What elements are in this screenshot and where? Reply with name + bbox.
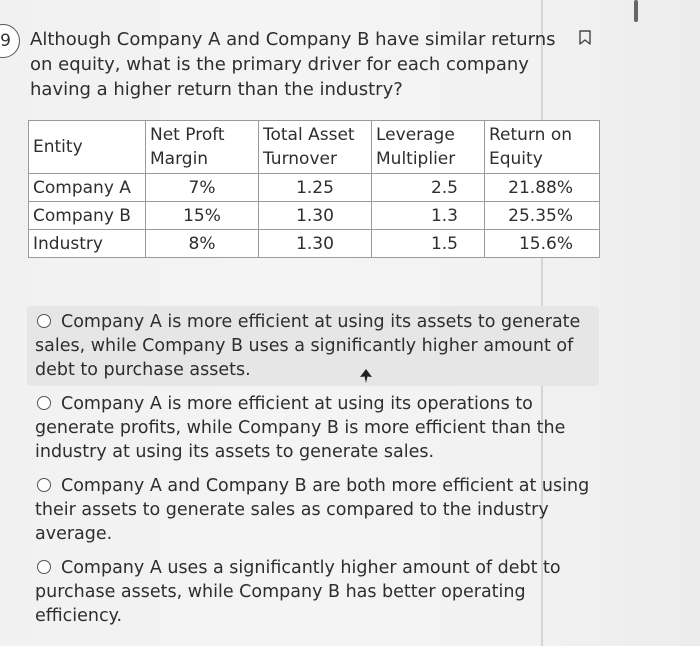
cell-npm: 7% (146, 174, 259, 202)
cell-entity: Company A (29, 174, 146, 202)
question-text: Although Company A and Company B have similar returns on equity, what is the primary driver for each company having a higher return than the industry? (30, 29, 556, 100)
question-number-badge (0, 24, 20, 58)
answer-options (27, 306, 599, 634)
cell-tat: 1.30 (259, 230, 372, 258)
radio-button[interactable] (37, 560, 51, 574)
answer-option-4[interactable] (27, 552, 599, 632)
header-leverage-multiplier: Leverage Multiplier (372, 121, 485, 174)
cell-npm: 15% (146, 202, 259, 230)
cursor-arrow-icon (360, 368, 374, 384)
cell-roe: 25.35% (485, 202, 600, 230)
radio-button[interactable] (37, 396, 51, 410)
cell-lev: 2.5 (372, 174, 485, 202)
header-return-on-equity: Return on Equity (485, 121, 600, 174)
answer-option-1[interactable] (27, 306, 599, 386)
option-label: Company A is more efficient at using its operations to generate profits, while Company B is more efficient than the industry at using its assets to generate sales. (35, 394, 566, 462)
answer-option-2[interactable] (27, 388, 599, 468)
table-row (29, 230, 600, 258)
radio-button[interactable] (37, 478, 51, 492)
answer-option-3[interactable] (27, 470, 599, 550)
cell-lev: 1.5 (372, 230, 485, 258)
cell-tat: 1.30 (259, 202, 372, 230)
scrollbar-thumb[interactable] (634, 0, 638, 22)
cell-entity: Industry (29, 230, 146, 258)
option-label: Company A uses a significantly higher amount of debt to purchase assets, while Company B has better operating efficiency. (35, 558, 561, 626)
cell-entity: Company B (29, 202, 146, 230)
header-entity: Entity (29, 121, 146, 174)
header-total-asset-turnover: Total Asset Turnover (259, 121, 372, 174)
table-header-row (29, 121, 600, 174)
table-row (29, 202, 600, 230)
header-net-profit-margin: Net Proft Margin (146, 121, 259, 174)
ratio-table (28, 120, 600, 258)
flag-icon[interactable] (578, 30, 592, 46)
cell-roe: 15.6% (485, 230, 600, 258)
cell-tat: 1.25 (259, 174, 372, 202)
question-number: 9 (0, 31, 11, 51)
table-row (29, 174, 600, 202)
cell-lev: 1.3 (372, 202, 485, 230)
radio-button[interactable] (37, 314, 51, 328)
cell-npm: 8% (146, 230, 259, 258)
option-label: Company A is more efficient at using its assets to generate sales, while Company B uses a significantly higher amount of debt to purchase assets. (35, 312, 581, 380)
cell-roe: 21.88% (485, 174, 600, 202)
option-label: Company A and Company B are both more efficient at using their assets to generate sales as compared to the industry average. (35, 476, 590, 544)
